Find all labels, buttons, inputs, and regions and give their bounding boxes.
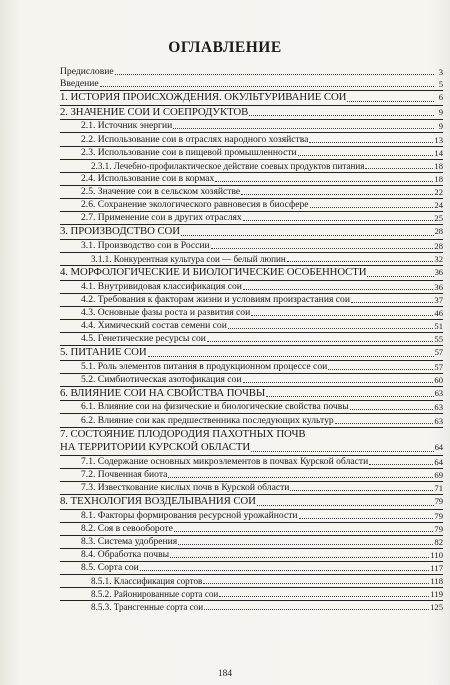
dot-leader	[328, 368, 433, 370]
toc-entry-title: 8.5.2. Районированные сорта сои	[91, 589, 219, 600]
toc-entry	[60, 239, 443, 252]
dot-leader	[290, 489, 433, 491]
toc-entry-title: НА ТЕРРИТОРИИ КУРСКОЙ ОБЛАСТИ	[60, 441, 251, 454]
dot-leader	[243, 381, 434, 383]
dot-leader	[181, 234, 434, 236]
dot-leader	[351, 301, 433, 303]
toc-entry	[60, 587, 443, 600]
toc-entry-page: 46	[434, 307, 443, 318]
toc-entry-page: 60	[434, 374, 443, 385]
toc-entry-page: 63	[434, 387, 443, 398]
toc-entry-page: 25	[434, 213, 443, 224]
toc-entry-page: 69	[434, 469, 443, 480]
dot-leader	[211, 247, 434, 249]
toc-entry-title: 8.5.1. Классификация сортов	[91, 576, 203, 587]
toc-entry-title: 7.1. Содержание основных микроэлементов в почвах Курской области	[81, 455, 369, 467]
toc-entry	[60, 66, 443, 78]
toc-entry	[60, 78, 443, 90]
dot-leader	[140, 569, 430, 571]
toc-entry-title: 8.4. Обработка почвы	[81, 548, 170, 560]
toc-entry-title: 6.2. Влияние сои как предшественника последующих культур	[81, 414, 334, 426]
dot-leader	[100, 85, 434, 87]
toc-entry-title: 6.1. Влияние сои на физические и биологические свойства почвы	[81, 401, 349, 413]
toc-entry-title: 2.1. Источник энергии	[81, 120, 173, 132]
toc-entry	[60, 332, 443, 345]
toc-entry-title: 2.4. Использование сои в кормах	[81, 172, 215, 184]
toc-entry	[60, 172, 443, 185]
toc-entry	[60, 441, 443, 455]
toc-entry-page: 18	[434, 160, 443, 171]
toc-entry-title: 5.2. Симбиотическая азотофикация сои	[81, 373, 242, 385]
toc-entry-title: 4.5. Генетические ресурсы сои	[81, 332, 206, 344]
toc-entry-page: 28	[434, 226, 443, 237]
toc-entry-title: 7. СОСТОЯНИЕ ПЛОДОРОДИЯ ПАХОТНЫХ ПОЧВ	[60, 427, 306, 440]
toc-entry-page: 79	[434, 523, 443, 534]
toc-entry-page: 125	[430, 602, 443, 613]
toc-entry-title: 7.2. Почвенная биота	[81, 468, 168, 480]
toc-entry-title: 8. ТЕХНОЛОГИЯ ВОЗДЕЛЫВАНИЯ СОИ	[60, 495, 256, 508]
dot-leader	[299, 517, 434, 519]
toc-entry	[60, 132, 443, 145]
dot-leader	[310, 206, 434, 208]
dot-leader	[170, 556, 429, 558]
toc-entry-title: 7.3. Известкование кислых почв в Курской области	[81, 482, 290, 493]
toc-entry-title: 2. ЗНАЧЕНИЕ СОИ И СОЕПРОДУКТОВ	[60, 105, 249, 118]
toc-entry	[60, 265, 443, 280]
toc-entry-page: 82	[434, 536, 443, 547]
dot-leader	[243, 288, 433, 290]
toc-entry-page: 79	[434, 496, 443, 507]
toc-entry-title: 1. ИСТОРИЯ ПРОИСХОЖДЕНИЯ. ОКУЛЬТУРИВАНИЕ СОИ	[60, 91, 347, 104]
dot-leader	[241, 193, 433, 195]
toc-entry-page: 6	[438, 92, 443, 103]
toc-entry-page: 3	[438, 67, 443, 78]
toc-entry-title: 5.1. Роль элементов питания в продукционном процессе сои	[81, 360, 328, 372]
toc-entry	[60, 427, 443, 442]
toc-entry	[60, 400, 443, 413]
toc-entry-page: 36	[434, 281, 443, 292]
toc-entry-page: 63	[434, 415, 443, 426]
dot-leader	[219, 595, 429, 597]
dot-leader	[115, 73, 434, 75]
toc-entry-title: 2.5. Значение сои в сельском хозяйстве	[81, 185, 241, 197]
toc-entry-title: 8.2. Соя в севообороте	[81, 522, 173, 534]
dot-leader	[369, 463, 433, 465]
toc-entry	[60, 574, 443, 587]
toc-entry-title: 2.3. Использование сои в пищевой промышленности	[81, 146, 297, 158]
dot-leader	[257, 504, 434, 506]
toc-entry-page: 9	[438, 106, 443, 117]
dot-leader	[168, 476, 433, 478]
toc-entry-title: 8.1. Факторы формирования ресурсной урожайности	[81, 509, 298, 521]
toc-entry-title: 2.6. Сохранение экологического равновесия в биосфере	[81, 199, 309, 211]
toc-entry-page: 37	[434, 294, 443, 305]
toc-entry	[60, 413, 443, 426]
table-of-contents	[60, 66, 443, 613]
toc-entry	[60, 386, 443, 401]
toc-entry-page: 79	[434, 510, 443, 521]
toc-entry	[60, 119, 443, 132]
toc-entry-page: 117	[430, 563, 443, 574]
toc-entry-page: 51	[434, 320, 443, 331]
toc-entry-page: 57	[434, 347, 443, 358]
toc-entry-page: 32	[434, 253, 443, 264]
toc-entry-title: 8.5.3. Трансгенные сорта сои	[91, 602, 204, 613]
toc-entry	[60, 224, 443, 239]
toc-entry-title: Введение	[60, 78, 99, 90]
toc-entry	[60, 159, 443, 172]
dot-leader	[207, 340, 433, 342]
toc-entry-page: 63	[434, 402, 443, 413]
toc-entry	[60, 548, 443, 561]
dot-leader	[335, 422, 434, 424]
dot-leader	[266, 395, 433, 397]
toc-entry-page: 36	[434, 267, 443, 277]
toc-entry-page: 119	[430, 589, 443, 600]
toc-entry-title: 4. МОРФОЛОГИЧЕСКИЕ И БИОЛОГИЧЕСКИЕ ОСОБЕННОСТИ	[60, 266, 367, 278]
dot-leader	[178, 543, 433, 545]
toc-entry-page: 24	[434, 200, 443, 211]
toc-entry	[60, 455, 443, 468]
toc-entry	[60, 494, 443, 509]
toc-entry	[60, 293, 443, 306]
toc-entry	[60, 535, 443, 548]
dot-leader	[148, 355, 434, 357]
dot-leader	[251, 314, 433, 316]
toc-entry	[60, 600, 443, 613]
toc-entry-title: 6. ВЛИЯНИЕ СОИ НА СВОЙСТВА ПОЧВЫ	[60, 386, 266, 399]
toc-entry	[60, 561, 443, 574]
toc-entry	[60, 198, 443, 211]
toc-entry	[60, 90, 443, 105]
toc-entry-title: 4.4. Химический состав семени сои	[81, 319, 227, 331]
toc-entry	[60, 360, 443, 373]
toc-entry	[60, 105, 443, 120]
toc-entry-title: 8.5. Сорта сои	[81, 562, 139, 574]
toc-entry	[60, 280, 443, 293]
toc-entry	[60, 306, 443, 319]
toc-entry	[60, 522, 443, 535]
page-number: 184	[217, 669, 233, 679]
dot-leader	[173, 127, 434, 129]
toc-entry-page: 9	[438, 121, 443, 132]
toc-entry-page: 57	[434, 361, 443, 372]
toc-entry	[60, 211, 443, 224]
toc-entry	[60, 185, 443, 198]
toc-entry-title: 4.2. Требования к факторам жизни и условиям произрастания сои	[81, 293, 350, 305]
toc-entry-page: 28	[434, 240, 443, 251]
toc-entry-title: 3.1. Производство сои в России	[81, 239, 210, 251]
toc-entry-page: 55	[434, 333, 443, 344]
toc-entry-title: 3. ПРОИЗВОДСТВО СОИ	[60, 225, 180, 238]
toc-entry-page: 110	[430, 549, 443, 560]
toc-entry-title: 4.1. Внутривидовая классификация сои	[81, 280, 242, 292]
dot-leader	[249, 114, 434, 116]
toc-entry-title: 3.1.1. Конкурентная культура сои — белый люпин	[91, 253, 286, 264]
dot-leader	[203, 582, 429, 584]
dot-leader	[309, 141, 433, 143]
toc-entry	[60, 146, 443, 159]
toc-entry-page: 5	[438, 79, 443, 90]
toc-entry-page: 14	[434, 147, 443, 158]
toc-entry	[60, 252, 443, 265]
toc-entry-title: Предисловие	[60, 66, 114, 78]
dot-leader	[367, 275, 433, 277]
toc-entry	[60, 481, 443, 494]
dot-leader	[287, 260, 434, 262]
dot-leader	[365, 167, 433, 169]
toc-entry-page: 64	[434, 442, 443, 453]
dot-leader	[350, 408, 434, 410]
toc-entry-title: 2.2. Использование сои в отраслях народного хозяйства	[81, 133, 309, 145]
dot-leader	[243, 219, 434, 221]
dot-leader	[204, 608, 429, 610]
toc-entry-page: 18	[434, 173, 443, 184]
toc-entry-title: 8.3. Система удобрения	[81, 535, 178, 547]
toc-entry-title: 2.3.1. Лечебно-профилактическое действие соевых продуктов питания	[91, 160, 365, 171]
toc-entry	[60, 509, 443, 522]
dot-leader	[228, 327, 434, 329]
dot-leader	[347, 100, 434, 102]
toc-entry	[60, 468, 443, 481]
page-title: ОГЛАВЛЕНИЕ	[168, 39, 282, 56]
toc-entry	[60, 345, 443, 360]
toc-entry-title: 4.3. Основные фазы роста и развития сои	[81, 306, 251, 318]
toc-entry-title: 5. ПИТАНИЕ СОИ	[60, 346, 147, 359]
toc-entry-page: 64	[434, 456, 443, 467]
toc-entry-title: 2.7. Применение сои в других отраслях	[81, 212, 242, 224]
dot-leader	[174, 530, 434, 532]
dot-leader	[215, 180, 433, 182]
dot-leader	[251, 450, 434, 452]
toc-entry-page: 22	[434, 186, 443, 197]
dot-leader	[298, 154, 434, 156]
toc-entry	[60, 319, 443, 332]
toc-entry	[60, 373, 443, 386]
toc-entry-page: 71	[434, 483, 443, 493]
toc-entry-page: 118	[430, 576, 443, 587]
toc-entry-page: 13	[434, 134, 443, 145]
